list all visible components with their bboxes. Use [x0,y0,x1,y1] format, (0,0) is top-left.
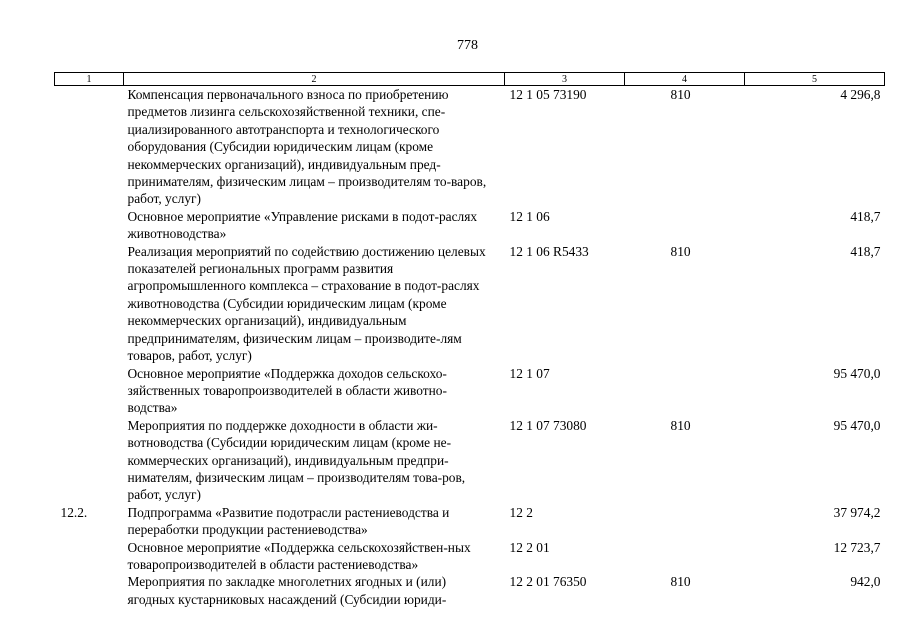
row-code: 12 1 05 73190 [509,87,587,102]
row-number: 12.2. [60,504,88,520]
table-row [55,208,885,243]
row-expense-type: 810 [670,243,691,259]
row-expense-type [625,539,745,574]
column-header: 5 [745,73,885,86]
row-amount: 418,7 [850,208,881,224]
row-code: 12 2 [509,504,533,520]
table-row [55,504,885,539]
row-number [55,573,124,608]
row-expense-type [625,365,745,417]
row-expense-type [625,208,745,243]
row-code: 12 1 07 73080 [509,417,587,433]
row-expense-type [625,504,745,539]
table-row [55,86,885,208]
column-header: 4 [625,73,745,86]
row-code: 12 2 01 [509,539,550,555]
row-expense-type: 810 [670,87,691,102]
row-amount: 95 470,0 [833,417,881,433]
row-name: Мероприятия по поддержке доходности в области жи-вотноводства (Субсидии юридическим лицам (кроме не-коммерческих организаций), индивидуальным предпри-нимателям, физическим лицам – производителям това-ров, работ, услуг) [127,417,466,503]
row-amount: 12 723,7 [833,539,881,555]
row-name: Основное мероприятие «Поддержка доходов сельскохо-зяйственных товаропроизводителей в области животно-водства» [127,365,447,416]
table-row [55,539,885,574]
row-code: 12 1 06 R5433 [509,243,589,259]
table-header [55,73,885,86]
budget-table [54,72,885,608]
row-amount: 942,0 [850,574,881,590]
page-number: 778 [457,38,478,53]
table-row [55,417,885,504]
row-expense-type: 810 [670,417,691,433]
row-name: Основное мероприятие «Поддержка сельскохозяйствен-ных товаропроизводителей в области растениеводства» [127,539,471,572]
row-amount: 4 296,8 [840,87,881,102]
row-name: Основное мероприятие «Управление рисками в подот-раслях животноводства» [127,208,478,242]
header-row [55,73,885,86]
row-number [55,365,124,417]
column-header: 1 [55,73,124,86]
row-number [55,208,124,243]
row-amount: 37 974,2 [833,504,881,520]
table-body [55,86,885,609]
column-header: 3 [505,73,625,86]
table-row [55,365,885,417]
row-amount: 95 470,0 [833,365,881,381]
row-name: Компенсация первоначального взноса по приобретению предметов лизинга сельскохозяйственной техники, спе-циализированного автотранспорта и технологического оборудования (Субсидии юридическим лицам (кроме некоммерческих организаций), индивидуальным пред-принимателям, физическим лицам – производителям то-варов, работ, услуг) [127,87,487,207]
row-expense-type: 810 [670,574,691,590]
row-number [55,539,124,574]
row-amount: 418,7 [850,243,881,259]
row-name: Мероприятия по закладке многолетних ягодных и (или) ягодных кустарниковых насаждений (Субсидии юриди- [127,574,447,607]
row-number [55,417,124,504]
table-row [55,573,885,608]
row-code: 12 1 07 [509,365,550,381]
row-number [55,86,124,208]
column-header: 2 [124,73,505,86]
row-name: Реализация мероприятий по содействию достижению целевых показателей региональных программ развития агропромышленного комплекса – страхование в подот-раслях животноводства (Субсидии юридическим лицам (кроме некоммерческих организаций), индивидуальным предпринимателям, физическим лицам – производите-лям товаров, работ, услуг) [127,243,486,364]
row-name: Подпрограмма «Развитие подотрасли растениеводства и переработки продукции растениеводства» [127,504,450,538]
row-code: 12 1 06 [509,208,550,224]
table-row [55,243,885,365]
row-number [55,243,124,365]
row-code: 12 2 01 76350 [509,574,587,590]
